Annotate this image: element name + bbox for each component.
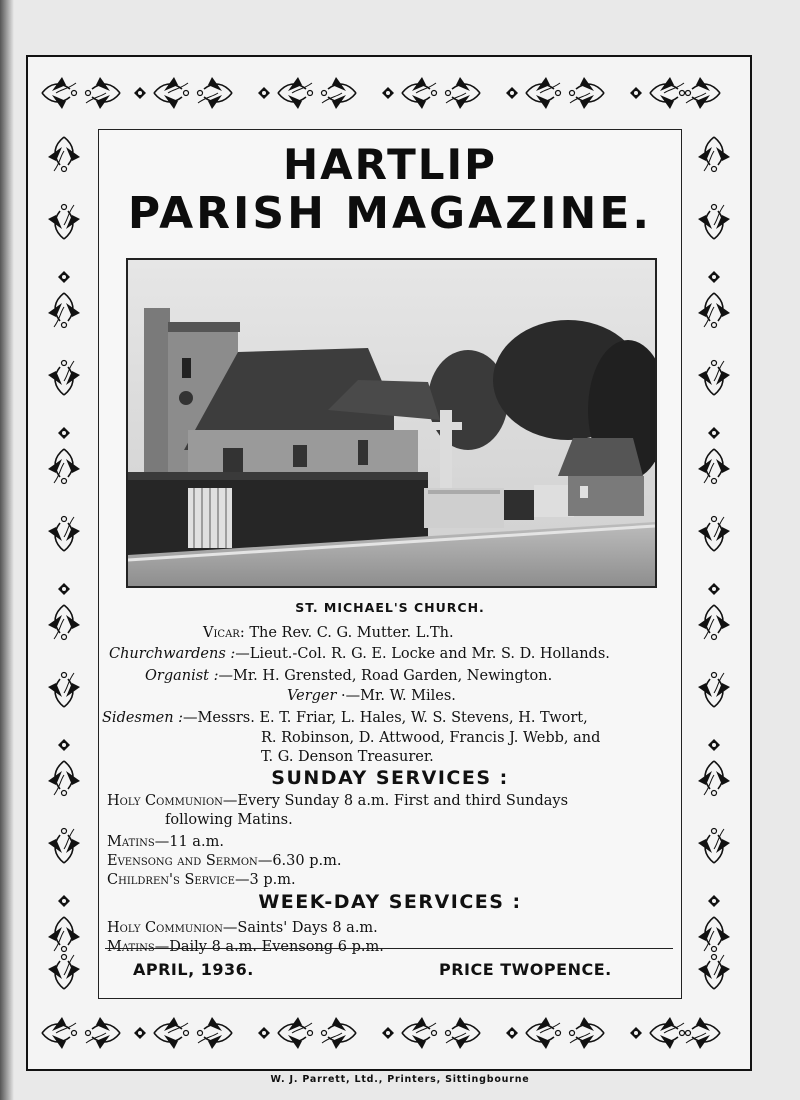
sunday-services-heading: SUNDAY SERVICES : xyxy=(271,767,509,789)
sunday-childrens-service-label: Children's Service xyxy=(107,872,235,888)
verger-value: ·—Mr. W. Miles. xyxy=(336,688,456,704)
vicar-label: Vicar: xyxy=(203,625,245,641)
weekday-holy-communion-line xyxy=(107,920,378,936)
verger-label: Verger xyxy=(287,688,337,704)
price: PRICE TWOPENCE. xyxy=(439,960,612,979)
photo-caption: ST. MICHAEL'S CHURCH. xyxy=(295,600,485,615)
churchwardens-label: Churchwardens : xyxy=(109,646,236,662)
sunday-childrens-service-text: —3 p.m. xyxy=(234,872,296,888)
sunday-holy-communion-label: Holy Communion xyxy=(107,793,223,809)
organist-label: Organist : xyxy=(145,668,219,684)
printer-imprint: W. J. Parrett, Ltd., Printers, Sittingbourne xyxy=(270,1074,530,1085)
vicar-value: The Rev. C. G. Mutter. L.Th. xyxy=(249,625,454,641)
sunday-evensong-text: —6.30 p.m. xyxy=(257,853,342,869)
sidesmen-line-2: R. Robinson, D. Attwood, Francis J. Webb, and xyxy=(261,730,601,746)
cover-frame xyxy=(26,55,752,1071)
sunday-matins-label: Matins xyxy=(107,834,155,850)
page-binding-shadow xyxy=(0,0,14,1100)
churchwardens-line xyxy=(109,646,610,662)
magazine-title-line-1: HARTLIP xyxy=(283,140,497,189)
sunday-holy-communion-line xyxy=(107,793,568,809)
weekday-holy-communion-label: Holy Communion xyxy=(107,920,223,936)
weekday-matins-line xyxy=(107,939,384,955)
organist-line xyxy=(145,668,552,684)
sunday-holy-communion-continuation: following Matins. xyxy=(165,812,293,828)
churchwardens-value: —Lieut.-Col. R. G. E. Locke and Mr. S. D. Hollands. xyxy=(235,646,610,662)
sidesmen-value-1: —Messrs. E. T. Friar, L. Hales, W. S. Stevens, H. Twort, xyxy=(183,710,588,726)
sidesmen-line-3: T. G. Denson Treasurer. xyxy=(261,749,434,765)
sidesmen-label: Sidesmen : xyxy=(102,710,184,726)
issue-date: APRIL, 1936. xyxy=(133,960,254,979)
cover-content-panel xyxy=(98,129,682,999)
magazine-title-line-2: PARISH MAGAZINE. xyxy=(127,188,653,239)
sunday-matins-text: —11 a.m. xyxy=(154,834,224,850)
vicar-line xyxy=(203,625,454,641)
sunday-holy-communion-text: —Every Sunday 8 a.m. First and third Sundays xyxy=(222,793,569,809)
church-photo-illustration xyxy=(128,260,655,586)
verger-line xyxy=(287,688,456,704)
weekday-matins-text: —Daily 8 a.m. Evensong 6 p.m. xyxy=(154,939,384,955)
church-photograph xyxy=(126,258,657,588)
footer-rule-top xyxy=(105,948,673,949)
sunday-childrens-service-line xyxy=(107,872,296,888)
sunday-evensong-line xyxy=(107,853,341,869)
sunday-evensong-label: Evensong and Sermon xyxy=(107,853,258,869)
weekday-matins-label: Matins xyxy=(107,939,155,955)
weekday-holy-communion-text: —Saints' Days 8 a.m. xyxy=(222,920,378,936)
weekday-services-heading: WEEK-DAY SERVICES : xyxy=(258,891,522,913)
sunday-matins-line xyxy=(107,834,224,850)
organist-value: —Mr. H. Grensted, Road Garden, Newington. xyxy=(218,668,553,684)
sidesmen-line-1 xyxy=(102,710,588,726)
